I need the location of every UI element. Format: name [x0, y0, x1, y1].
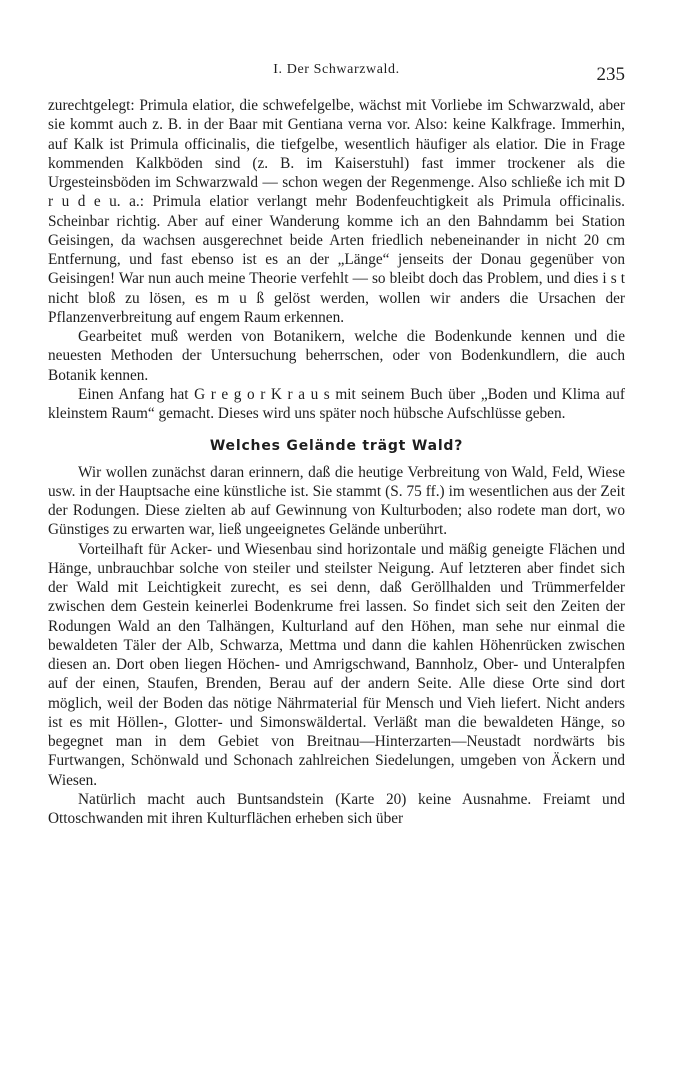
paragraph: Einen Anfang hat G r e g o r K r a u s mit seinem Buch über „Boden und Klima auf kleinstem Raum“ gemacht. Dieses wird uns später noch hübsche Aufschlüsse geben. [48, 385, 625, 422]
running-head: I. Der Schwarzwald. [273, 62, 400, 77]
section-heading: Welches Gelände trägt Wald? [209, 438, 464, 455]
body-text [48, 96, 625, 828]
paragraph: zurechtgelegt: Primula elatior, die schwefelgelbe, wächst mit Vorliebe im Schwarzwald, aber sie kommt auch z. B. in der Baar mit Gentiana verna vor. Also: keine Kalkfrage. Immerhin, auf Kalk ist Primula officinalis, die tiefgelbe, wesentlich häufiger als elatior. Die in Frage kommenden Kalkböden sind (z. B. im Kaiserstuhl) fast immer trockener als die Urgesteinsböden im Schwarzwald — schon wegen der Regenmenge. Also schließe ich mit D r u d e u. a.: Primula elatior verlangt mehr Bodenfeuchtigkeit als Primula officinalis. Scheinbar richtig. Aber auf einer Wanderung komme ich an den Bahndamm bei Station Geisingen, da wachsen ausgerechnet beide Arten friedlich nebeneinander in nicht 20 cm Entfernung, und fast ebenso ist es an der „Länge“ jenseits der Donau gegenüber von Geisingen! War nun auch meine Theorie verfehlt — so bleibt doch das Problem, und dies i s t nicht bloß zu lösen, es m u ß gelöst werden, wollen wir anders die Ursachen der Pflanzenverbreitung auf engem Raum erkennen. [48, 97, 625, 326]
paragraph: Wir wollen zunächst daran erinnern, daß die heutige Verbreitung von Wald, Feld, Wiese usw. in der Hauptsache eine künstliche ist. Sie stammt (S. 75 ff.) im wesentlichen aus der Zeit der Rodungen. Diese zielten ab auf Gewinnung von Kulturboden; also rodete man dort, wo Günstiges zu erwarten war, ließ ungeeignetes Gelände unberührt. [48, 463, 625, 539]
paragraph: Vorteilhaft für Acker- und Wiesenbau sind horizontale und mäßig geneigte Flächen und Hänge, unbrauchbar solche von steiler und steilster Neigung. Auf letzteren aber findet sich der Wald mit Leichtigkeit zurecht, es sei denn, daß Geröllhalden und Trümmerfelder zwischen dem Gestein keinerlei Bodenkrume frei lassen. So findet sich seit den Zeiten der Rodungen Wald an den Talhängen, Kulturland auf den Höhen, man sehe nur einmal die bewaldeten Täler der Alb, Schwarza, Mettma und dann die kahlen Höhenrücken zwischen diesen an. Dort oben liegen Höchen- und Amrigschwand, Bannholz, Ober- und Unteralpfen auf der einen, Staufen, Brenden, Berau auf der andern Seite. Alle diese Orte sind dort möglich, weil der Boden das nötige Nährmaterial für Mensch und Vieh liefert. Nicht anders ist es mit Höllen-, Glotter- und Simonswäldertal. Verläßt man die bewaldeten Hänge, so begegnet man in dem Gebiet von Breitnau—Hinterzarten—Neustadt nordwärts bis Furtwangen, Schönwald und Schonach zahlreichen Siedelungen, umgeben von Äckern und Wiesen. [48, 540, 625, 789]
paragraph: Gearbeitet muß werden von Botanikern, welche die Bodenkunde kennen und die neuesten Methoden der Untersuchung beherrschen, oder von Bodenkundlern, die auch Botanik kennen. [48, 328, 625, 384]
paragraph: Natürlich macht auch Buntsandstein (Karte 20) keine Ausnahme. Freiamt und Ottoschwanden mit ihren Kulturflächen erheben sich über [48, 790, 625, 827]
page-header [48, 60, 625, 86]
page-number: 235 [596, 64, 625, 85]
